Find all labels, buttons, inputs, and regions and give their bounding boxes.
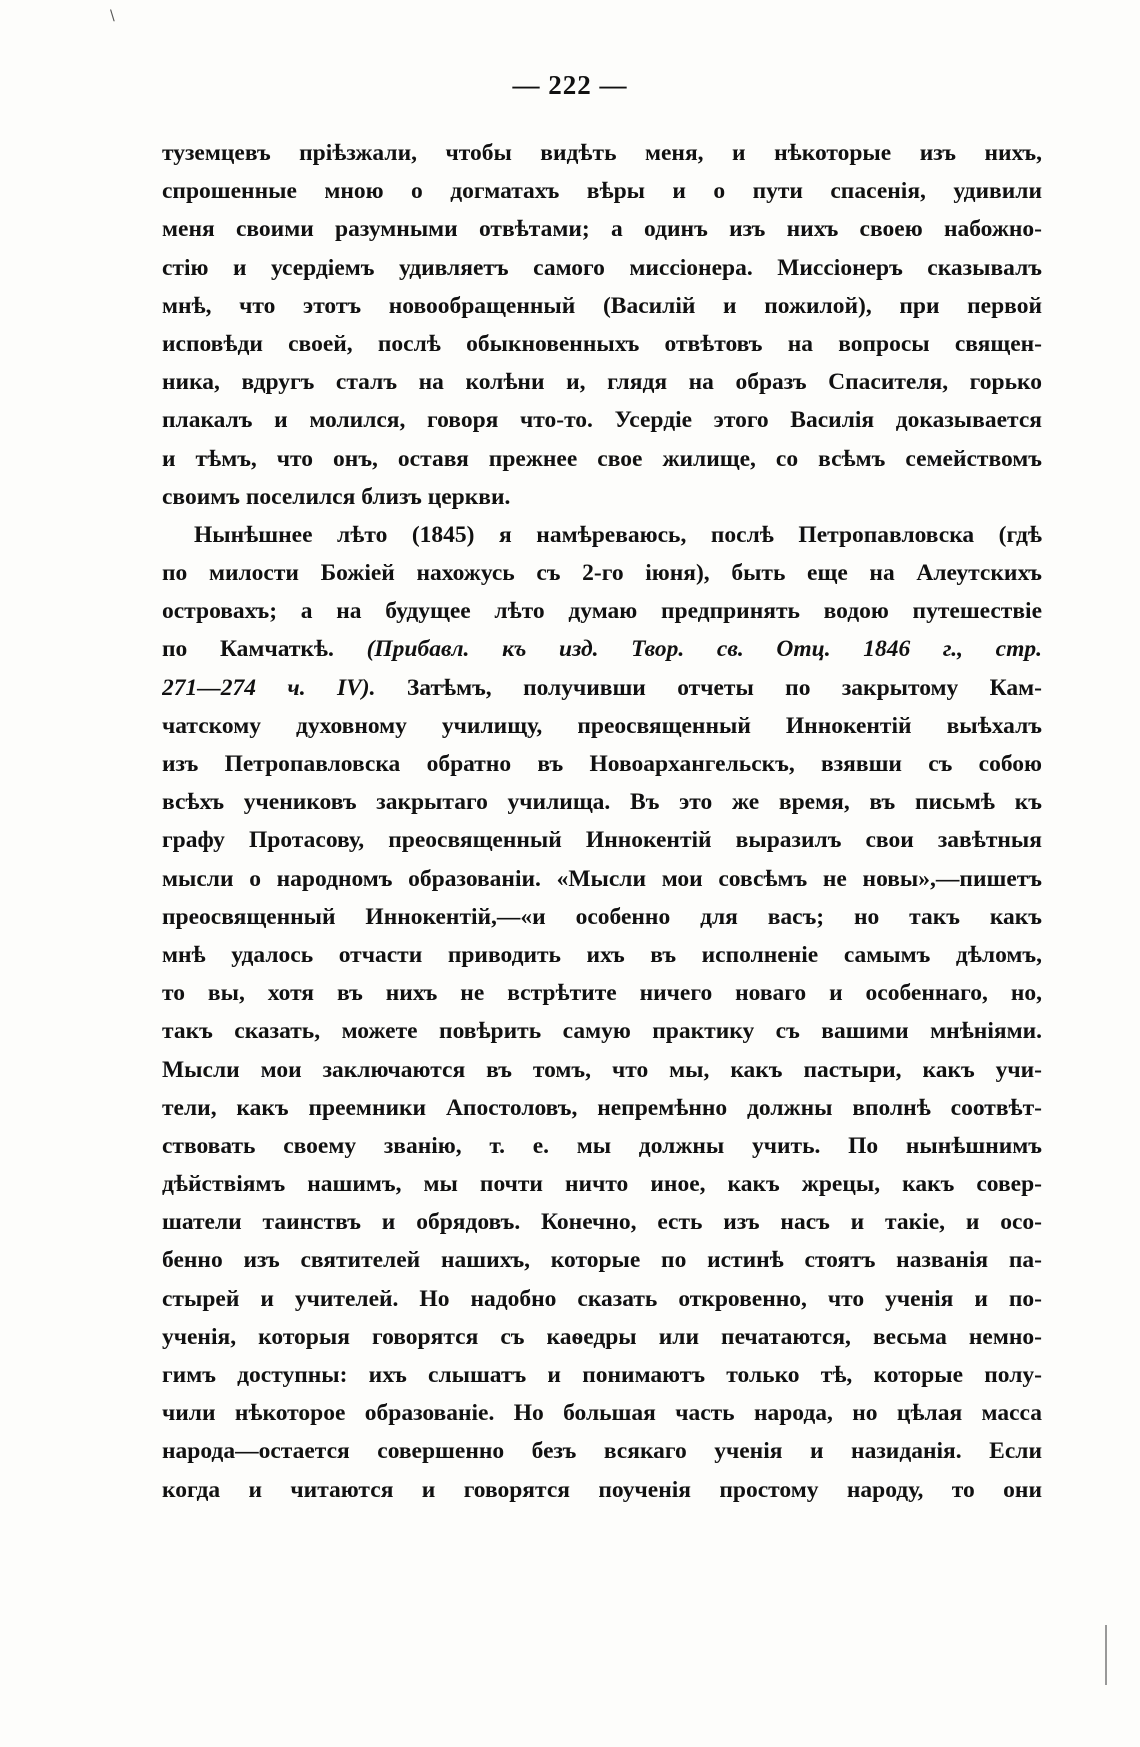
citation-italic: 271—274 ч. IV). <box>162 674 376 701</box>
text-line: Мысли мои заключаются въ томъ, что мы, какъ пастыри, какъ учи- <box>162 1056 1042 1083</box>
text-line: стырей и учителей. Но надобно сказать откровенно, что ученія и по- <box>162 1285 1042 1312</box>
text-line: меня своими разумными отвѣтами; а одинъ изъ нихъ своею набожно- <box>162 216 1042 243</box>
text-line: когда и читаются и говорятся поученія простому народу, то они <box>162 1476 1042 1503</box>
text-line: мысли о народномъ образованіи. «Мысли мои совсѣмъ не новы»,—пишетъ <box>162 865 1042 892</box>
text-line: такъ сказать, можете повѣрить самую практику съ вашими мнѣніями. <box>162 1018 1042 1045</box>
text-line: по милости Божіей нахожусь съ 2-го іюня), быть еще на Алеутскихъ <box>162 560 1042 587</box>
citation-italic: (Прибавл. къ изд. Твор. св. Отц. 1846 г., стр. <box>366 636 1042 663</box>
text-line: плакалъ и молился, говоря что-то. Усердіе этого Василія доказывается <box>162 407 1042 434</box>
text-line: островахъ; а на будущее лѣто думаю предпринять водою путешествіе <box>162 598 1042 625</box>
text-line: мнѣ удалось отчасти приводить ихъ въ исполненіе самымъ дѣломъ, <box>162 941 1042 968</box>
text-line: чили нѣкоторое образованіе. Но большая часть народа, но цѣлая масса <box>162 1400 1042 1427</box>
text-fragment: по Камчаткѣ. <box>162 636 334 663</box>
text-line: бенно изъ святителей нашихъ, которые по истинѣ стоятъ названія па- <box>162 1247 1042 1274</box>
text-line: своимъ поселился близъ церкви. <box>162 483 511 510</box>
text-line: и тѣмъ, что онъ, оставя прежнее свое жилище, со всѣмъ семействомъ <box>162 445 1042 472</box>
text-line: стію и усердіемъ удивляетъ самого миссіонера. Миссіонеръ сказывалъ <box>162 254 1042 281</box>
text-line: дѣйствіямъ нашимъ, мы почти ничто иное, какъ жрецы, какъ совер- <box>162 1171 1042 1198</box>
text-line: изъ Петропавловска обратно въ Новоархангельскъ, взявши съ собою <box>162 751 1042 777</box>
text-fragment: Затѣмъ, получивши отчеты по закрытому Кам- <box>406 674 1042 701</box>
citation-line-2 <box>162 669 1042 707</box>
text-line: Нынѣшнее лѣто (1845) я намѣреваюсь, послѣ Петропавловска (гдѣ <box>194 521 1042 548</box>
text-line: туземцевъ пріѣзжали, чтобы видѣть меня, и нѣкоторые изъ нихъ, <box>162 140 1042 166</box>
margin-line <box>1105 1625 1107 1685</box>
text-line: шатели таинствъ и обрядовъ. Конечно, есть изъ насъ и такіе, и осо- <box>162 1209 1042 1236</box>
text-line: графу Протасову, преосвященный Иннокентій выразилъ свои завѣтныя <box>162 827 1042 854</box>
text-line: чатскому духовному училищу, преосвященный Иннокентій выѣхалъ <box>162 712 1042 739</box>
text-line: исповѣди своей, послѣ обыкновенныхъ отвѣтовъ на вопросы священ- <box>162 330 1042 357</box>
text-line: мнѣ, что этотъ новообращенный (Василій и пожилой), при первой <box>162 292 1042 319</box>
scan-mark: \ <box>110 8 115 24</box>
text-line: всѣхъ учениковъ закрытаго училища. Въ это же время, въ письмѣ къ <box>162 789 1042 816</box>
text-line: преосвященный Иннокентій,—«и особенно для васъ; но такъ какъ <box>162 903 1042 930</box>
text-line: ствовать своему званію, т. е. мы должны учить. По нынѣшнимъ <box>162 1132 1042 1159</box>
page-number: — 222 — <box>512 70 628 100</box>
citation-line-1 <box>162 630 1042 668</box>
text-line: народа—остается совершенно безъ всякаго ученія и назиданія. Если <box>162 1438 1042 1465</box>
text-line: ученія, которыя говорятся съ каѳедры или печатаются, весьма немно- <box>162 1323 1042 1350</box>
text-line: ника, вдругъ сталъ на колѣни и, глядя на образъ Спасителя, горько <box>162 369 1042 396</box>
body-text <box>162 134 1042 1509</box>
text-line: спрошенные мною о догматахъ вѣры и о пути спасенія, удивили <box>162 178 1042 205</box>
text-line: то вы, хотя въ нихъ не встрѣтите ничего новаго и особеннаго, но, <box>162 980 1042 1007</box>
text-line: тели, какъ преемники Апостоловъ, непремѣнно должны вполнѣ соотвѣт- <box>162 1094 1042 1121</box>
text-line: гимъ доступны: ихъ слышатъ и понимаютъ только тѣ, которые полу- <box>162 1362 1042 1388</box>
